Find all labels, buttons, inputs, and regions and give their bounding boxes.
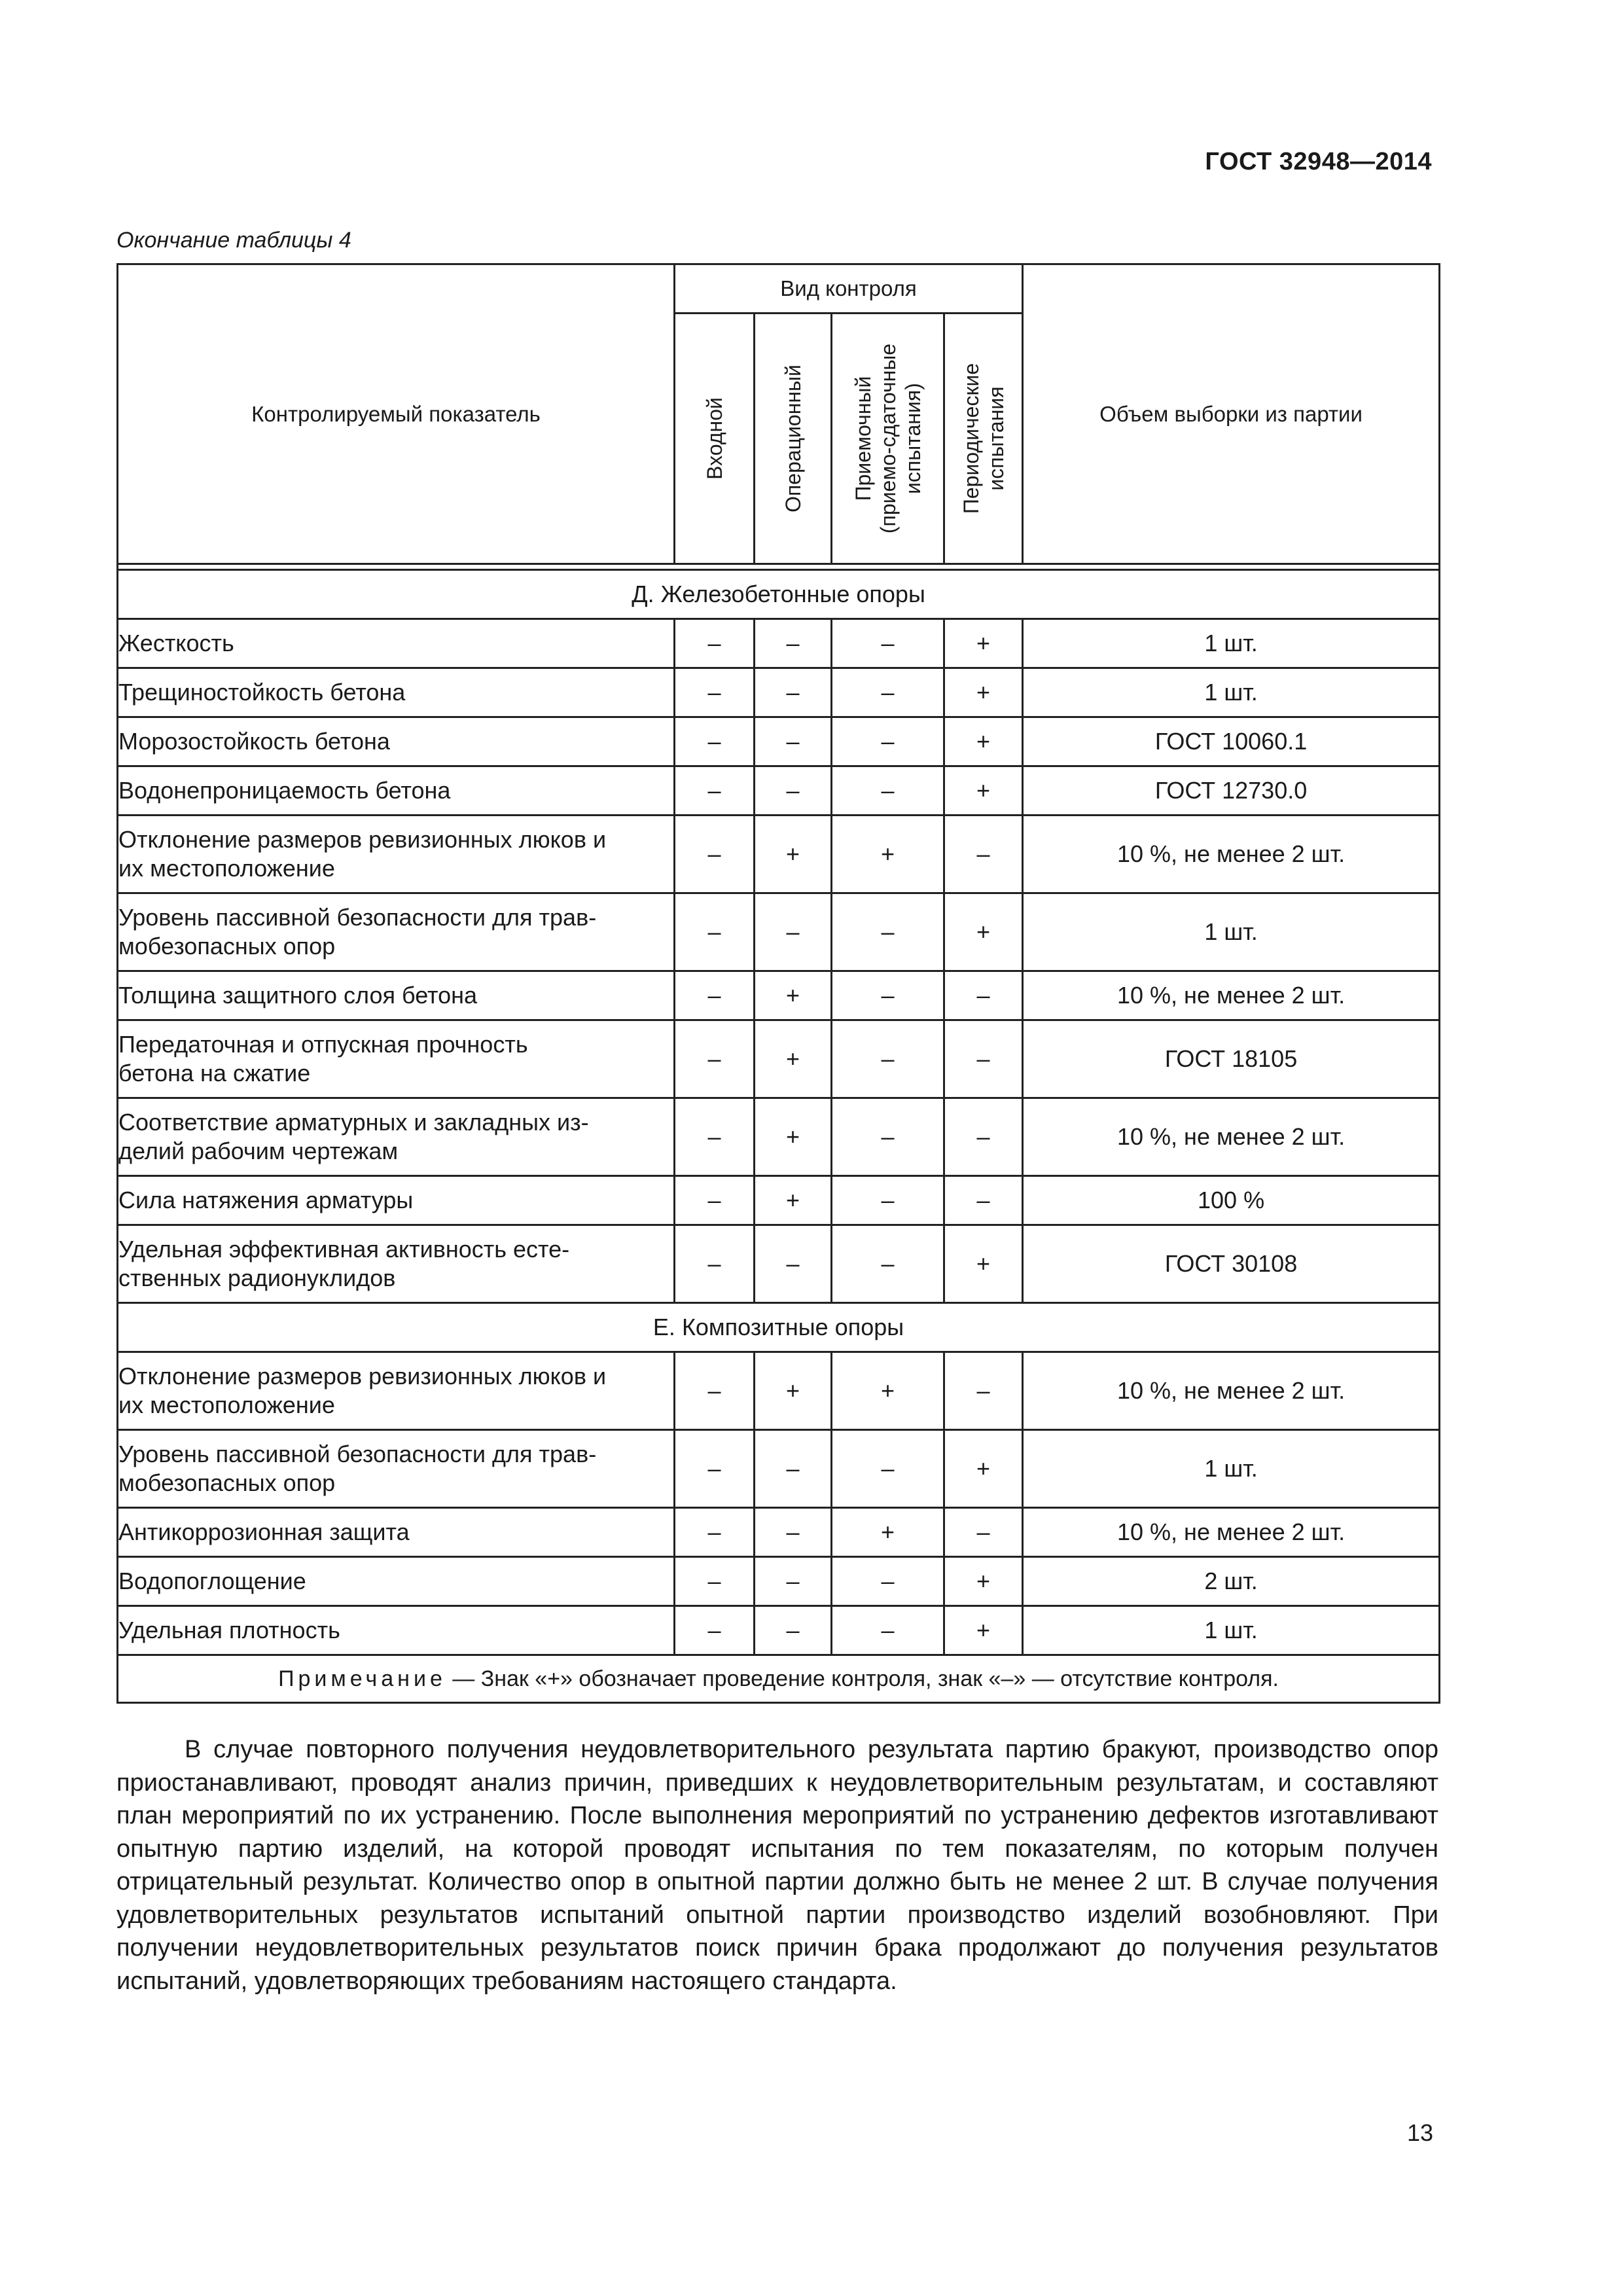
- operational-cell: +: [755, 1020, 832, 1098]
- periodic-cell: +: [944, 893, 1023, 971]
- periodic-cell: –: [944, 971, 1023, 1020]
- acceptance-cell: +: [832, 1508, 944, 1557]
- standard-header: ГОСТ 32948—2014: [1205, 148, 1432, 175]
- periodic-cell: –: [944, 1508, 1023, 1557]
- operational-cell: –: [755, 1430, 832, 1508]
- indicator-cell: Уровень пассивной безопасности для трав- мобезопасных опор: [118, 893, 675, 971]
- incoming-cell: –: [675, 893, 755, 971]
- sample-cell: 100 %: [1023, 1176, 1440, 1225]
- sample-cell: 10 %, не менее 2 шт.: [1023, 1352, 1440, 1430]
- operational-cell: +: [755, 816, 832, 893]
- indicator-cell: Антикоррозионная защита: [118, 1508, 675, 1557]
- incoming-cell: –: [675, 971, 755, 1020]
- indicator-cell: Удельная плотность: [118, 1606, 675, 1655]
- periodic-cell: +: [944, 668, 1023, 717]
- table-row: [118, 971, 1440, 1020]
- sample-cell: ГОСТ 30108: [1023, 1225, 1440, 1303]
- indicator-cell: Передаточная и отпускная прочность бетона на сжатие: [118, 1020, 675, 1098]
- section-composite: Е. Композитные опоры: [118, 1303, 1440, 1352]
- operational-cell: –: [755, 766, 832, 816]
- sample-cell: 10 %, не менее 2 шт.: [1023, 971, 1440, 1020]
- acceptance-cell: +: [832, 816, 944, 893]
- operational-cell: –: [755, 1606, 832, 1655]
- incoming-cell: –: [675, 1557, 755, 1606]
- sample-cell: 1 шт.: [1023, 893, 1440, 971]
- table-row: [118, 668, 1440, 717]
- header-acceptance: Приемочный (приемо-сдаточные испытания): [832, 314, 944, 564]
- acceptance-cell: +: [832, 1352, 944, 1430]
- indicator-cell: Водопоглощение: [118, 1557, 675, 1606]
- periodic-cell: +: [944, 766, 1023, 816]
- acceptance-cell: –: [832, 1020, 944, 1098]
- indicator-cell: Удельная эффективная активность есте- ственных радионуклидов: [118, 1225, 675, 1303]
- periodic-cell: +: [944, 1606, 1023, 1655]
- sample-cell: 10 %, не менее 2 шт.: [1023, 1098, 1440, 1176]
- incoming-cell: –: [675, 1098, 755, 1176]
- sample-cell: 1 шт.: [1023, 1430, 1440, 1508]
- operational-cell: –: [755, 717, 832, 766]
- periodic-cell: –: [944, 1020, 1023, 1098]
- sample-cell: 1 шт.: [1023, 668, 1440, 717]
- acceptance-cell: –: [832, 717, 944, 766]
- incoming-cell: –: [675, 766, 755, 816]
- acceptance-cell: –: [832, 1176, 944, 1225]
- page-number: 13: [1406, 2119, 1433, 2146]
- incoming-cell: –: [675, 1352, 755, 1430]
- sample-cell: 1 шт.: [1023, 619, 1440, 668]
- periodic-cell: –: [944, 1176, 1023, 1225]
- indicator-cell: Водонепроницаемость бетона: [118, 766, 675, 816]
- acceptance-cell: –: [832, 1606, 944, 1655]
- operational-cell: –: [755, 619, 832, 668]
- periodic-cell: +: [944, 1430, 1023, 1508]
- acceptance-cell: –: [832, 1430, 944, 1508]
- sample-cell: 2 шт.: [1023, 1557, 1440, 1606]
- table-row: [118, 1606, 1440, 1655]
- indicator-cell: Отклонение размеров ревизионных люков и их местоположение: [118, 816, 675, 893]
- acceptance-cell: –: [832, 1098, 944, 1176]
- table-row: [118, 1225, 1440, 1303]
- indicator-cell: Толщина защитного слоя бетона: [118, 971, 675, 1020]
- table-row: [118, 893, 1440, 971]
- body-paragraph: В случае повторного получения неудовлетворительного результата партию бракуют, производство опор приостанавливают, проводят анализ причин, приведших к неудовлетворительным результатам, и составляют план мероприятий по их устранению. После выполнения мероприятий по устранению дефектов изготавливают опытную партию изделий, на которой проводят испытания по тем показателям, по которым получен отрицательный результат. Количество опор в опытной партии должно быть не менее 2 шт. В случае получения удовлетворительных результатов испытаний опытной партии производство изделий возобновляют. При получении неудовлетворительных результатов поиск причин брака продолжают до получения результатов испытаний, удовлетворяющих требованиям настоящего стандарта.: [116, 1736, 1438, 1995]
- table-row: [118, 816, 1440, 893]
- indicator-cell: Жесткость: [118, 619, 675, 668]
- table-row: [118, 1176, 1440, 1225]
- operational-cell: +: [755, 971, 832, 1020]
- operational-cell: –: [755, 1225, 832, 1303]
- table-row: [118, 1020, 1440, 1098]
- section-reinforced-concrete: Д. Железобетонные опоры: [118, 570, 1440, 619]
- table-row: [118, 1430, 1440, 1508]
- operational-cell: –: [755, 668, 832, 717]
- indicator-cell: Отклонение размеров ревизионных люков и их местоположение: [118, 1352, 675, 1430]
- sample-cell: ГОСТ 10060.1: [1023, 717, 1440, 766]
- periodic-cell: +: [944, 1557, 1023, 1606]
- table-caption: Окончание таблицы 4: [116, 228, 351, 253]
- incoming-cell: –: [675, 1176, 755, 1225]
- acceptance-cell: –: [832, 893, 944, 971]
- incoming-cell: –: [675, 816, 755, 893]
- table-row: [118, 766, 1440, 816]
- operational-cell: –: [755, 893, 832, 971]
- table-row: [118, 1098, 1440, 1176]
- incoming-cell: –: [675, 668, 755, 717]
- incoming-cell: –: [675, 1508, 755, 1557]
- acceptance-cell: –: [832, 668, 944, 717]
- acceptance-cell: –: [832, 619, 944, 668]
- incoming-cell: –: [675, 717, 755, 766]
- incoming-cell: –: [675, 619, 755, 668]
- indicator-cell: Уровень пассивной безопасности для трав- мобезопасных опор: [118, 1430, 675, 1508]
- periodic-cell: –: [944, 1352, 1023, 1430]
- table-row: [118, 1352, 1440, 1430]
- periodic-cell: –: [944, 1098, 1023, 1176]
- operational-cell: +: [755, 1176, 832, 1225]
- incoming-cell: –: [675, 1606, 755, 1655]
- acceptance-cell: –: [832, 971, 944, 1020]
- table-row: [118, 619, 1440, 668]
- control-table: [116, 263, 1440, 1704]
- operational-cell: –: [755, 1508, 832, 1557]
- periodic-cell: –: [944, 816, 1023, 893]
- indicator-cell: Соответствие арматурных и закладных из- делий рабочим чертежам: [118, 1098, 675, 1176]
- periodic-cell: +: [944, 1225, 1023, 1303]
- periodic-cell: +: [944, 619, 1023, 668]
- header-periodic: Периодические испытания: [944, 314, 1023, 564]
- indicator-cell: Сила натяжения арматуры: [118, 1176, 675, 1225]
- incoming-cell: –: [675, 1430, 755, 1508]
- indicator-cell: Трещиностойкость бетона: [118, 668, 675, 717]
- header-operational: Операционный: [755, 314, 832, 564]
- incoming-cell: –: [675, 1225, 755, 1303]
- table-note: Примечание — Знак «+» обозначает проведение контроля, знак «–» — отсутствие контроля.: [118, 1655, 1440, 1703]
- header-indicator: Контролируемый показатель: [118, 264, 675, 564]
- sample-cell: 10 %, не менее 2 шт.: [1023, 816, 1440, 893]
- header-sample-size: Объем выборки из партии: [1023, 264, 1440, 564]
- acceptance-cell: –: [832, 1225, 944, 1303]
- sample-cell: ГОСТ 12730.0: [1023, 766, 1440, 816]
- operational-cell: +: [755, 1352, 832, 1430]
- table-row: [118, 717, 1440, 766]
- periodic-cell: +: [944, 717, 1023, 766]
- header-control-type: Вид контроля: [675, 264, 1023, 314]
- sample-cell: ГОСТ 18105: [1023, 1020, 1440, 1098]
- incoming-cell: –: [675, 1020, 755, 1098]
- acceptance-cell: –: [832, 1557, 944, 1606]
- operational-cell: +: [755, 1098, 832, 1176]
- table-row: [118, 1557, 1440, 1606]
- sample-cell: 1 шт.: [1023, 1606, 1440, 1655]
- operational-cell: –: [755, 1557, 832, 1606]
- table-row: [118, 1508, 1440, 1557]
- acceptance-cell: –: [832, 766, 944, 816]
- header-incoming: Входной: [675, 314, 755, 564]
- sample-cell: 10 %, не менее 2 шт.: [1023, 1508, 1440, 1557]
- indicator-cell: Морозостойкость бетона: [118, 717, 675, 766]
